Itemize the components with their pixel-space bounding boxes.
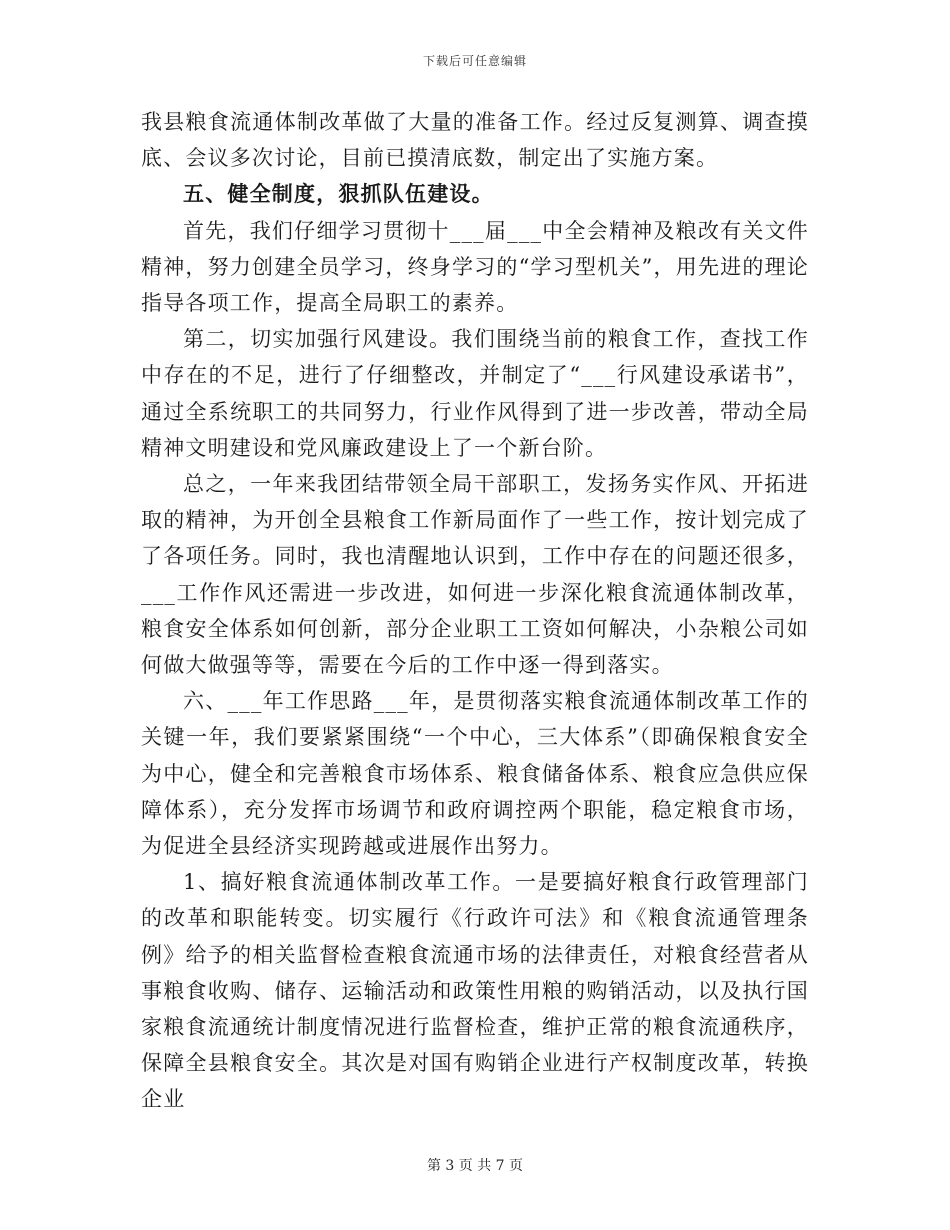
page-header-note: 下载后可任意编辑 [422,54,527,68]
section-heading-5: 五、健全制度，狠抓队伍建设。 [183,181,494,207]
paragraph-item-1: 1、搞好粮食流通体制改革工作。一是要搞好粮食行政管理部门的改革和职能转变。切实履行《行政许可法》和《粮食流通管理条例》给予的相关监督检查粮食流通市场的法律责任，对粮食经营者从事粮食收购、储存、运输活动和政策性用粮的购销活动，以及执行国家粮食流通统计制度情况进行监督检查，维护正常的粮食流通秩序，保障全县粮食安全。其次是对国有购销企业进行产权制度改革，转换企业 [141,870,809,1112]
paragraph-second: 第二，切实加强行风建设。我们围绕当前的粮食工作，查找工作中存在的不足，进行了仔细整改，并制定了“___行风建设承诺书”，通过全系统职工的共同努力，行业作风得到了进一步改善，带动全局精神文明建设和党风廉政建设上了一个新台阶。 [141,327,809,460]
paragraph-section-6: 六、___年工作思路___年，是贯彻落实粮食流通体制改革工作的关键一年，我们要紧紧围绕“一个中心，三大体系”（即确保粮食安全为中心，健全和完善粮食市场体系、粮食储备体系、粮食应急供应保障体系），充分发挥市场调节和政府调控两个职能，稳定粮食市场，为促进全县经济实现跨越或进展作出努力。 [141,689,809,859]
paragraph-continuation: 我县粮食流通体制改革做了大量的准备工作。经过反复测算、调查摸底、会议多次讨论，目前已摸清底数，制定出了实施方案。 [141,110,809,171]
document-body [141,104,809,1118]
paragraph-summary: 总之，一年来我团结带领全局干部职工，发扬务实作风、开拓进取的精神，为开创全县粮食工作新局面作了一些工作，按计划完成了了各项任务。同时，我也清醒地认识到，工作中存在的问题还很多，___工作作风还需进一步改进，如何进一步深化粮食流通体制改革，粮食安全体系如何创新，部分企业职工工资如何解决，小杂粮公司如何做大做强等等，需要在今后的工作中逐一得到落实。 [141,472,809,678]
paragraph-first: 首先，我们仔细学习贯彻十___届___中全会精神及粮改有关文件精神，努力创建全员学习，终身学习的“学习型机关”，用先进的理论指导各项工作，提高全局职工的素养。 [141,218,809,316]
page-number: 第 3 页 共 7 页 [426,1158,524,1174]
